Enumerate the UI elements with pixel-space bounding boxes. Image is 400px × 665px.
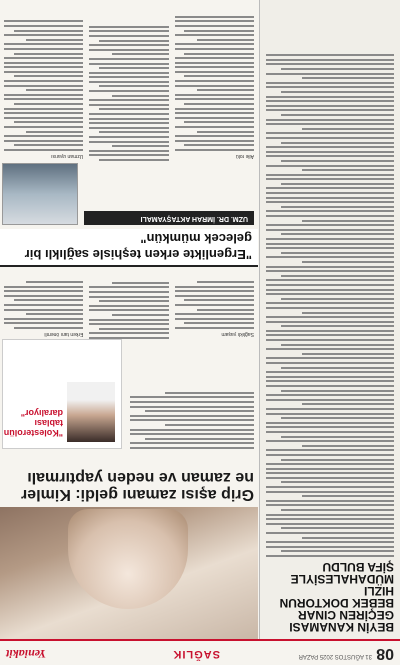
feature-column <box>4 269 83 339</box>
feature-column <box>89 269 168 339</box>
hero-photo-subject <box>68 509 188 609</box>
subhead: Sağlıklı yaşam <box>221 331 254 337</box>
second-column <box>4 5 83 161</box>
subhead: Erken tanı önemli <box>44 331 84 337</box>
sidebar-body <box>266 12 394 557</box>
page-number: 08 <box>376 645 394 662</box>
second-headline: "Ergenlikte erken teşhisle sağlıklı bir gelecek mümkün" <box>0 229 258 267</box>
doctor-photo <box>2 163 78 225</box>
subhead: Uzman uyarısı <box>51 153 84 159</box>
feature-body <box>4 269 254 339</box>
date-line: 31 AĞUSTOS 2025 PAZAR <box>298 653 372 659</box>
section-title: SAĞLIK <box>172 648 220 660</box>
newspaper-logo: Yeniakit <box>6 647 47 661</box>
pull-quote: "Kolesterolün tablası daralıyor" <box>3 408 63 438</box>
second-column <box>89 5 168 161</box>
quote-portrait <box>67 382 115 442</box>
byline: UZM. DR. İMRAH AKTAŞYAMALI <box>84 211 254 225</box>
feature-headline: Grip aşısı zamanı geldi: Kimler ne zaman ve neden yaptırmalı <box>21 469 254 503</box>
subhead: Aile rolü <box>235 153 254 159</box>
quote-box <box>2 339 122 449</box>
sidebar-article <box>259 0 400 639</box>
feature-column <box>175 269 254 339</box>
sidebar-headline: BEYİN KANAMASI GEÇİREN CINAR BEBEK DOKTORUN HIZLI MÜDAHALESİYLE ŞİFA BULDU <box>279 560 394 634</box>
hero-photo <box>0 507 258 639</box>
feature-lead <box>130 389 254 449</box>
masthead <box>0 639 400 665</box>
second-body <box>4 5 254 161</box>
second-column <box>175 5 254 161</box>
